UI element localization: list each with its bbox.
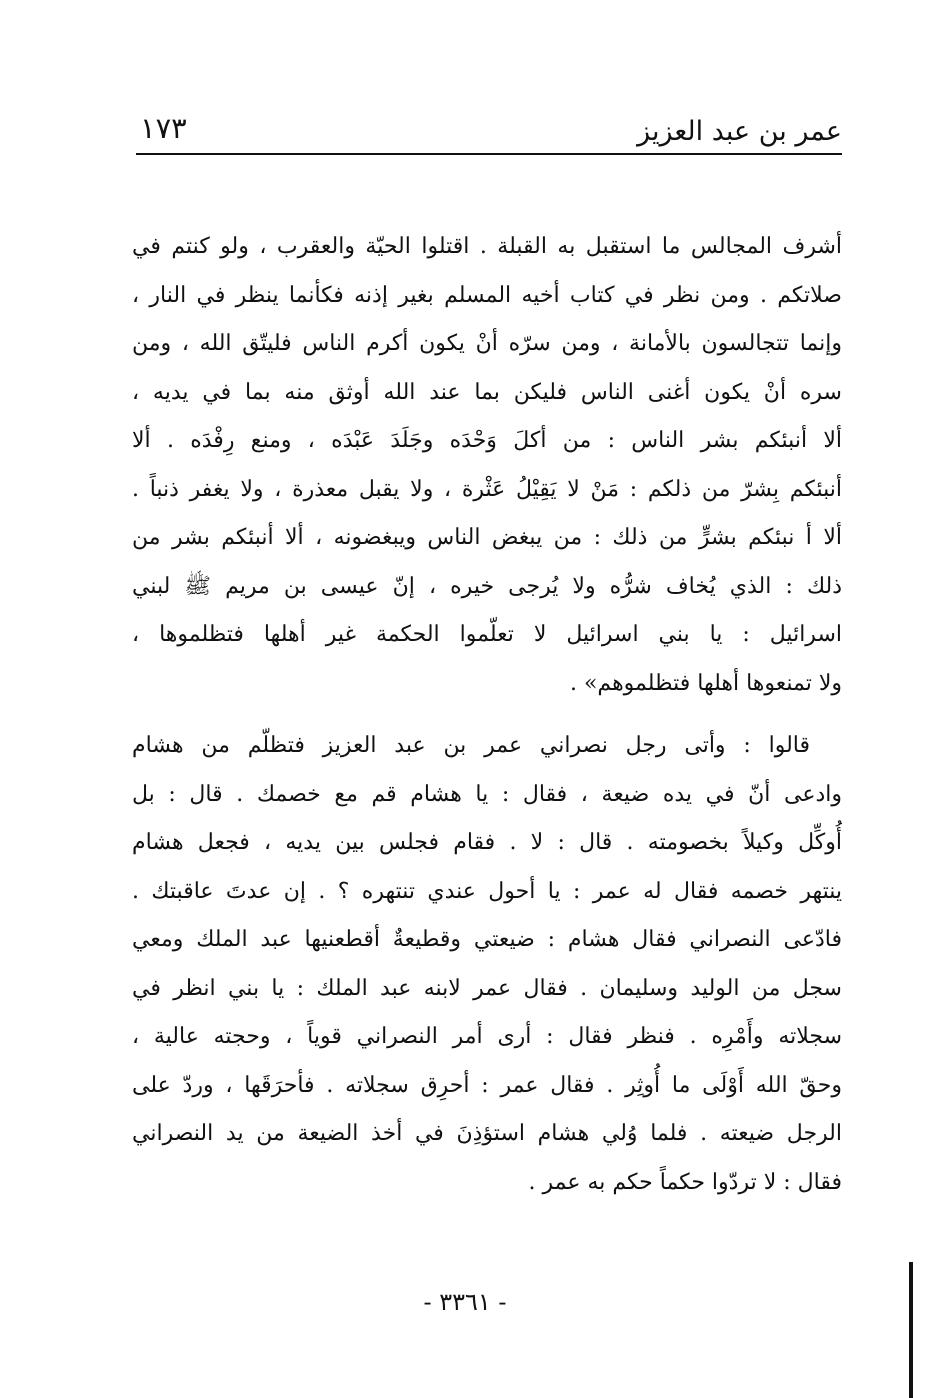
text-line: قالوا : وأتى رجل نصراني عمر بن عبد العزيز فتظلّم من هشام [132,733,810,758]
text-line: وحقّ الله أَوْلَى ما أُوثِر . فقال عمر : أحرِق سجلاته . فأحرَقَها ، وردّ على [132,1072,842,1098]
page-number: ١٧٣ [140,111,187,145]
text-line: سجلاته وأَمْرِه . فنظر فقال : أرى أمر النصراني قوياً ، وحجته عالية ، [132,1024,842,1049]
text-line: ينتهر خصمه فقال له عمر : يا أحول عندي تنتهره ؟ . إن عدتَ عاقبتك . [132,878,842,904]
text-line: ألا أ نبئكم بشرٍّ من ذلك : من يبغض الناس ويبغضونه ، ألا أنبئكم بشر من [132,525,842,550]
paragraph-2 [132,722,842,1207]
text-line: أشرف المجالس ما استقبل به القبلة . اقتلوا الحيّة والعقرب ، ولو كنتم في [132,234,842,259]
text-line: ولا تمنعوها أهلها فتظلموهم» . [569,670,842,696]
running-title: عمر بن عبد العزيز [637,116,842,147]
footer-page-number: - ٣٣٦١ - [423,1288,507,1316]
text-line: أُوكِّل وكيلاً بخصومته . قال : لا . فقام فجلس بين يديه ، فجعل هشام [132,830,842,855]
paragraph-1 [132,223,842,708]
text-line: صلاتكم . ومن نظر في كتاب أخيه المسلم بغير إذنه فكأنما ينظر في النار ، [132,282,842,308]
text-line: الرجل ضيعته . فلما وُلي هشام استؤذِنَ في أخذ الضيعة من يد النصراني [132,1121,842,1146]
text-line: فقال : لا تردّوا حكماً حكم به عمر . [528,1169,842,1195]
text-line: وإنما تتجالسون بالأمانة ، ومن سرّه أنْ يكون أكرم الناس فليتّق الله ، ومن [132,331,842,356]
text-line: سره أنْ يكون أغنى الناس فليكن بما عند الله أوثق منه بما في يديه ، [132,379,842,405]
header-rule [136,153,842,155]
text-line: أنبئكم بِشرّ من ذلكم : مَنْ لا يَقِيْلُ عَثْرة ، ولا يقبل معذرة ، ولا يغفر ذنباً . [132,476,842,502]
text-line: وادعى أنّ في يده ضيعة ، فقال : يا هشام قم مع خصمك . قال : بل [132,781,842,807]
scan-margin-line [909,1262,913,1398]
text-line: سجل من الوليد وسليمان . فقال عمر لابنه عبد الملك : يا بني انظر في [132,975,842,1001]
text-line: ذلك : الذي يُخاف شرُّه ولا يُرجى خيره ، إنّ عيسى بن مريم ﷺ لبني [132,573,842,599]
text-line: اسرائيل : يا بني اسرائيل لا تعلّموا الحكمة غير أهلها فتظلموها ، [132,622,842,647]
text-line: ألا أنبئكم بشر الناس : من أكلَ وَحْدَه وجَلَدَ عَبْدَه ، ومنع رِفْدَه . ألا [132,428,842,453]
text-line: فادّعى النصراني فقال هشام : ضيعتي وقطيعةٌ أقطعنيها عبد الملك ومعي [132,927,842,952]
